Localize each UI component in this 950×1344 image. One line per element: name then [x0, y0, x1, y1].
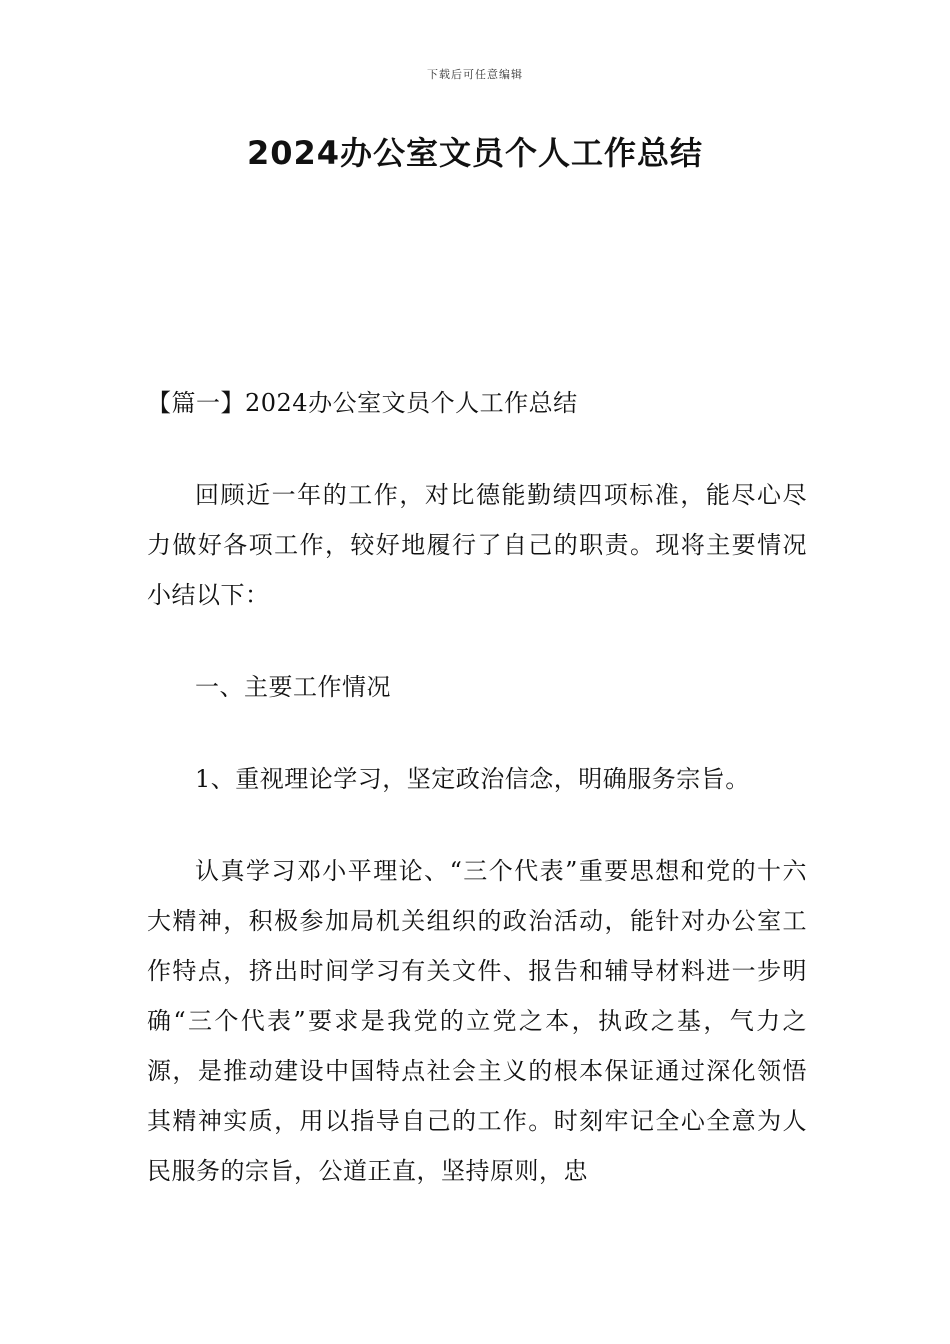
paragraph-intro: 回顾近一年的工作，对比德能勤绩四项标准，能尽心尽力做好各项工作，较好地履行了自己的职责。现将主要情况小结以下：: [147, 481, 807, 609]
paragraph-subheading-theory-study: 1、重视理论学习，坚定政治信念，明确服务宗旨。: [195, 765, 750, 793]
document-title: 2024办公室文员个人工作总结: [246, 134, 704, 172]
paragraph-heading-main-work: 一、主要工作情况: [195, 673, 391, 701]
document-body: [147, 378, 807, 1196]
paragraph-theory-study-body: 认真学习邓小平理论、“三个代表”重要思想和党的十六大精神，积极参加局机关组织的政治活动，能针对办公室工作特点，挤出时间学习有关文件、报告和辅导材料进一步明确“三个代表”要求是我党的立党之本，执政之基，气力之源，是推动建设中国特点社会主义的根本保证通过深化领悟其精神实质，用以指导自己的工作。时刻牢记全心全意为人民服务的宗旨，公道正直，坚持原则，忠: [147, 857, 807, 1185]
header-note: 下载后可任意编辑: [427, 68, 523, 81]
section-heading: 【篇一】2024办公室文员个人工作总结: [147, 389, 578, 417]
